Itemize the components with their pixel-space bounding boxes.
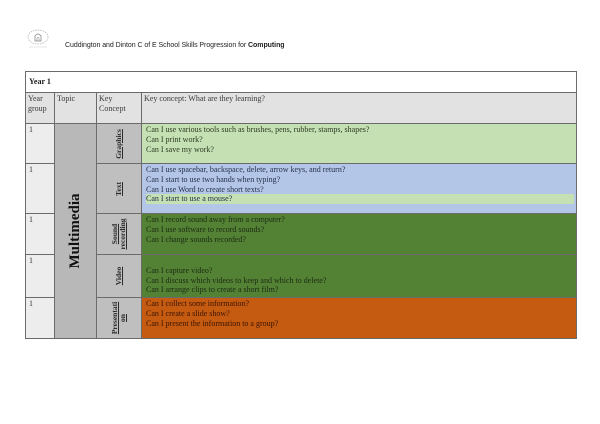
- column-header-year-group: Year group: [26, 93, 55, 124]
- key-concept-cell: [97, 255, 142, 298]
- question: Can I change sounds recorded?: [146, 234, 246, 244]
- table-row: [26, 255, 577, 298]
- question-highlighted: Can I start to use a mouse?: [146, 194, 574, 204]
- question: Can I start to use two hands when typing?: [146, 174, 281, 184]
- question: Can I discuss which videos to keep and which to delete?: [146, 275, 327, 285]
- column-header-learning: Key concept: What are they learning?: [142, 93, 577, 124]
- year-group-cell: 1: [26, 255, 55, 298]
- question-blank: [146, 256, 572, 266]
- topic-label: Multimedia: [66, 193, 83, 269]
- key-concept-line: Sound: [110, 223, 119, 245]
- title-subject: Computing: [248, 42, 285, 49]
- key-concept-cell: [97, 214, 142, 255]
- question: Can I record sound away from a computer?: [146, 215, 285, 224]
- question: Can I use spacebar, backspace, delete, arrow keys, and return?: [146, 165, 346, 174]
- table-row: [26, 214, 577, 255]
- school-crest-icon: [24, 27, 52, 49]
- year-title: Year 1: [26, 72, 577, 93]
- learning-cell: [142, 124, 577, 164]
- skills-progression-table: [25, 71, 577, 339]
- table-row: [26, 298, 577, 339]
- question: Can I collect some information?: [146, 299, 250, 309]
- question: Can I use Word to create short texts?: [146, 184, 264, 194]
- question: Can I print work?: [146, 134, 203, 144]
- question: Can I use software to record sounds?: [146, 224, 265, 234]
- key-concept-line: on: [118, 314, 127, 323]
- key-concept-line: recording: [118, 218, 127, 250]
- question: Can I create a slide show?: [146, 308, 230, 318]
- key-concept-label: Text: [114, 181, 123, 196]
- learning-cell: [142, 164, 577, 214]
- table-row: [26, 164, 577, 214]
- column-header-key-concept: Key Concept: [97, 93, 142, 124]
- title-prefix: Cuddington and Dinton C of E School Skills Progression for: [65, 42, 249, 49]
- table-header-row: [26, 93, 577, 124]
- topic-cell: [55, 124, 97, 339]
- learning-cell: [142, 214, 577, 255]
- question: Can I save my work?: [146, 144, 214, 154]
- key-concept-label: [111, 302, 127, 334]
- key-concept-label: Video: [114, 266, 123, 286]
- key-concept-cell: [97, 298, 142, 339]
- key-concept-cell: [97, 124, 142, 164]
- key-concept-cell: [97, 164, 142, 214]
- year-group-cell: 1: [26, 164, 55, 214]
- year-group-cell: 1: [26, 214, 55, 255]
- question: Can I capture video?: [146, 265, 213, 275]
- question: Can I present the information to a group?: [146, 318, 279, 328]
- document-title: [65, 42, 285, 49]
- key-concept-label: Graphics: [114, 128, 123, 159]
- question: Can I use various tools such as brushes, pens, rubber, stamps, shapes?: [146, 125, 370, 134]
- learning-cell: [142, 255, 577, 298]
- year-group-cell: 1: [26, 124, 55, 164]
- year-group-cell: 1: [26, 298, 55, 339]
- question: Can I arrange clips to create a short film?: [146, 285, 279, 295]
- key-concept-line: Presentati: [110, 302, 119, 335]
- key-concept-label: [111, 218, 127, 249]
- table-row: [26, 124, 577, 164]
- column-header-topic: Topic: [55, 93, 97, 124]
- learning-cell: [142, 298, 577, 339]
